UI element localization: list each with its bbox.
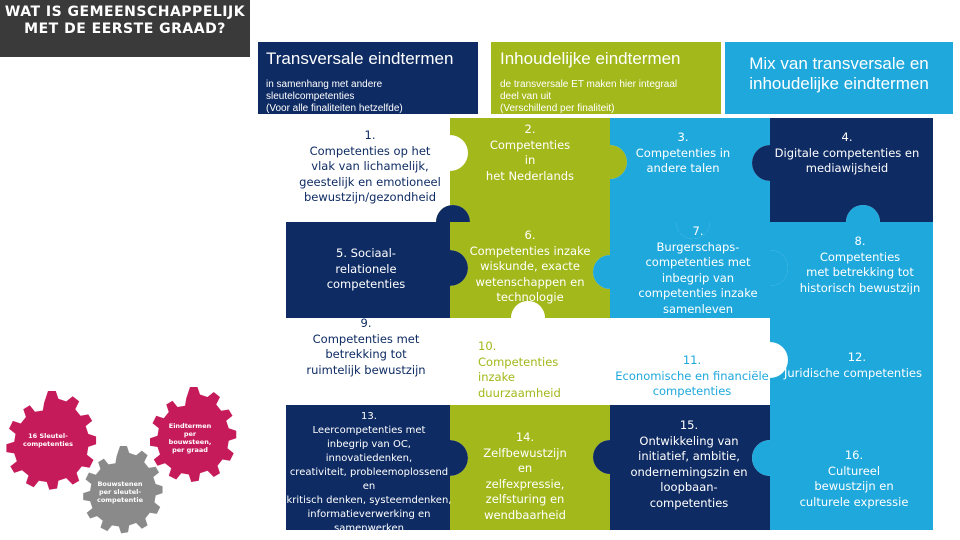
piece-13-line-7: samenwerken (334, 523, 404, 534)
piece-14-line-3: en (517, 461, 533, 475)
gear-right-line-1: Eindtermen (168, 422, 212, 430)
piece-4-line-3: mediawijsheid (805, 161, 889, 175)
piece-13-text (283, 410, 455, 536)
piece-5-text (296, 246, 436, 293)
header-transversal-sub-3: (Voor alle finaliteiten hetzelfde) (266, 103, 403, 114)
piece-2-line-3: in (524, 153, 536, 167)
piece-3-line-1: 3. (677, 130, 689, 144)
piece-15-line-5: loopbaan- (660, 480, 718, 494)
gear-bottom-label (94, 480, 146, 504)
piece-5-line-2: relationele (335, 261, 397, 276)
piece-14-text (466, 430, 584, 523)
piece-2-line-1: 2. (524, 122, 536, 136)
gear-right-line-2: per (183, 430, 197, 438)
gear-left-label (20, 432, 76, 448)
piece-13-line-1: 13. (361, 411, 377, 422)
gear-right-line-4: per graad (172, 446, 208, 454)
piece-12-text (778, 350, 928, 381)
page-title-line-1: WAT IS GEMEENSCHAPPELIJK (4, 4, 246, 20)
piece-9-text (296, 316, 436, 378)
piece-14-line-6: wendbaarheid (484, 507, 566, 522)
piece-5-line-3: competenties (326, 277, 406, 291)
piece-8-line-1: 8. (854, 234, 866, 248)
piece-1-line-1: 1. (364, 128, 376, 142)
piece-3-line-2: Competenties in (635, 145, 731, 160)
piece-5-line-1: 5. Sociaal- (336, 246, 396, 260)
piece-13-line-4: creativiteit, probleemoplossend en (289, 467, 449, 492)
piece-2-line-2: Competenties (489, 137, 571, 152)
piece-7-line-2: Burgerschaps- (656, 239, 740, 254)
piece-6-text (462, 228, 598, 306)
gear-left-line-1: 16 Sleutel- (28, 432, 68, 440)
gear-right-line-3: bouwsteen, (168, 438, 212, 446)
header-transversal-sub-1: in samenhang met andere (266, 79, 383, 90)
piece-7-line-4: inbegrip van (661, 270, 735, 285)
piece-13-line-2: Leercompetenties met (312, 425, 426, 436)
gear-bottom-line-3: competentie (96, 496, 144, 504)
piece-1-line-5: bewustzijn/gezondheid (303, 190, 437, 204)
piece-16-line-4: culturele expressie (799, 494, 909, 509)
piece-14-line-4: zelfexpressie, (485, 476, 565, 491)
gear-right-label (163, 422, 217, 454)
header-transversal-sub-2: sleutelcompetenties (266, 91, 355, 102)
piece-11-line-1: 11. (682, 353, 702, 367)
piece-1-line-3: vlak van lichamelijk, (311, 159, 429, 173)
piece-10-line-3: inzake (478, 370, 515, 384)
header-content-sub-1: de transversale ET maken hier integraal (500, 79, 678, 90)
piece-7-line-1: 7. (692, 224, 704, 238)
piece-9-line-3: betrekking tot (325, 347, 407, 361)
piece-12-line-2: Juridische competenties (783, 365, 922, 380)
piece-12-line-1: 12. (847, 350, 866, 364)
piece-6-line-4: wetenschappen en (475, 274, 585, 289)
piece-8-line-3: met betrekking tot (806, 265, 914, 279)
header-content-title: Inhoudelijke eindtermen (500, 49, 681, 68)
gear-bottom-line-2: per sleutel- (98, 488, 142, 496)
piece-2-text (468, 122, 592, 184)
header-mix-title-1: Mix van transversale en (749, 54, 929, 73)
piece-16-text (786, 448, 922, 510)
piece-8-line-2: Competenties (819, 249, 901, 264)
piece-7-text (624, 224, 772, 317)
piece-9-line-2: Competenties met (312, 331, 420, 346)
gears-diagram (0, 380, 270, 540)
piece-7-line-6: samenleven (662, 301, 734, 316)
piece-3-line-3: andere talen (646, 161, 720, 175)
piece-11-line-2: Economische en financiële (615, 368, 769, 383)
piece-15-line-1: 15. (679, 418, 699, 432)
piece-13-line-6: informatieverwerking en (307, 509, 431, 520)
page-title-line-2: MET DE EERSTE GRAAD? (24, 21, 226, 37)
piece-2-line-4: het Nederlands (485, 168, 575, 183)
piece-13-line-5: kritisch denken, systeemdenken, (286, 495, 452, 506)
piece-6-line-1: 6. (524, 228, 536, 242)
piece-11-line-3: competenties (652, 384, 732, 398)
piece-13-line-3: inbegrip van OC, innovatiedenken, (325, 439, 413, 464)
piece-16-line-2: Cultureel (827, 463, 881, 478)
piece-15-line-6: competenties (649, 495, 729, 510)
piece-3-text (618, 130, 748, 177)
piece-11-text (612, 353, 772, 400)
header-mix-title-2: inhoudelijke eindtermen (749, 74, 929, 93)
header-transversal-title: Transversale eindtermen (266, 49, 454, 68)
piece-14-line-1: 14. (515, 430, 535, 444)
piece-8-text (790, 234, 930, 296)
piece-8-line-4: historisch bewustzijn (799, 280, 921, 295)
gear-left-line-2: competenties (23, 440, 73, 448)
piece-16-line-3: bewustzijn en (814, 479, 894, 493)
gear-bottom-line-1: Bouwstenen (97, 480, 143, 488)
piece-1-text (290, 128, 450, 206)
piece-15-line-2: Ontwikkeling van (639, 433, 739, 448)
piece-9-line-4: ruimtelijk bewustzijn (306, 362, 426, 377)
header-content-sub-2: deel van uit (500, 91, 552, 102)
piece-10-line-2: Competenties (478, 354, 559, 369)
piece-14-line-2: Zelfbewustzijn (483, 445, 567, 460)
piece-4-line-1: 4. (841, 130, 853, 144)
header-content-sub-3: (Verschillend per finaliteit) (500, 103, 615, 114)
piece-4-line-2: Digitale competenties en (774, 145, 920, 160)
piece-15-line-3: initiatief, ambitie, (638, 449, 740, 463)
piece-6-line-2: Competenties inzake (469, 243, 591, 258)
piece-9-line-1: 9. (360, 316, 372, 330)
piece-6-line-3: wiskunde, exacte (480, 259, 580, 273)
piece-7-line-3: competenties met (645, 255, 751, 269)
piece-10-line-1: 10. (478, 339, 497, 353)
piece-1-line-2: Competenties op het (309, 143, 431, 158)
piece-7-line-5: competenties inzake (638, 286, 758, 300)
piece-15-text (620, 418, 758, 511)
piece-1-line-4: geestelijk en emotioneel (299, 174, 441, 189)
piece-14-line-5: zelfsturing en (485, 492, 565, 506)
piece-15-line-4: ondernemingszin en (630, 464, 748, 479)
piece-10-line-4: duurzaamheid (478, 385, 561, 400)
piece-16-line-1: 16. (844, 448, 864, 462)
piece-10-text (478, 339, 578, 401)
piece-4-text (772, 130, 922, 177)
piece-6-line-5: technologie (496, 290, 564, 304)
